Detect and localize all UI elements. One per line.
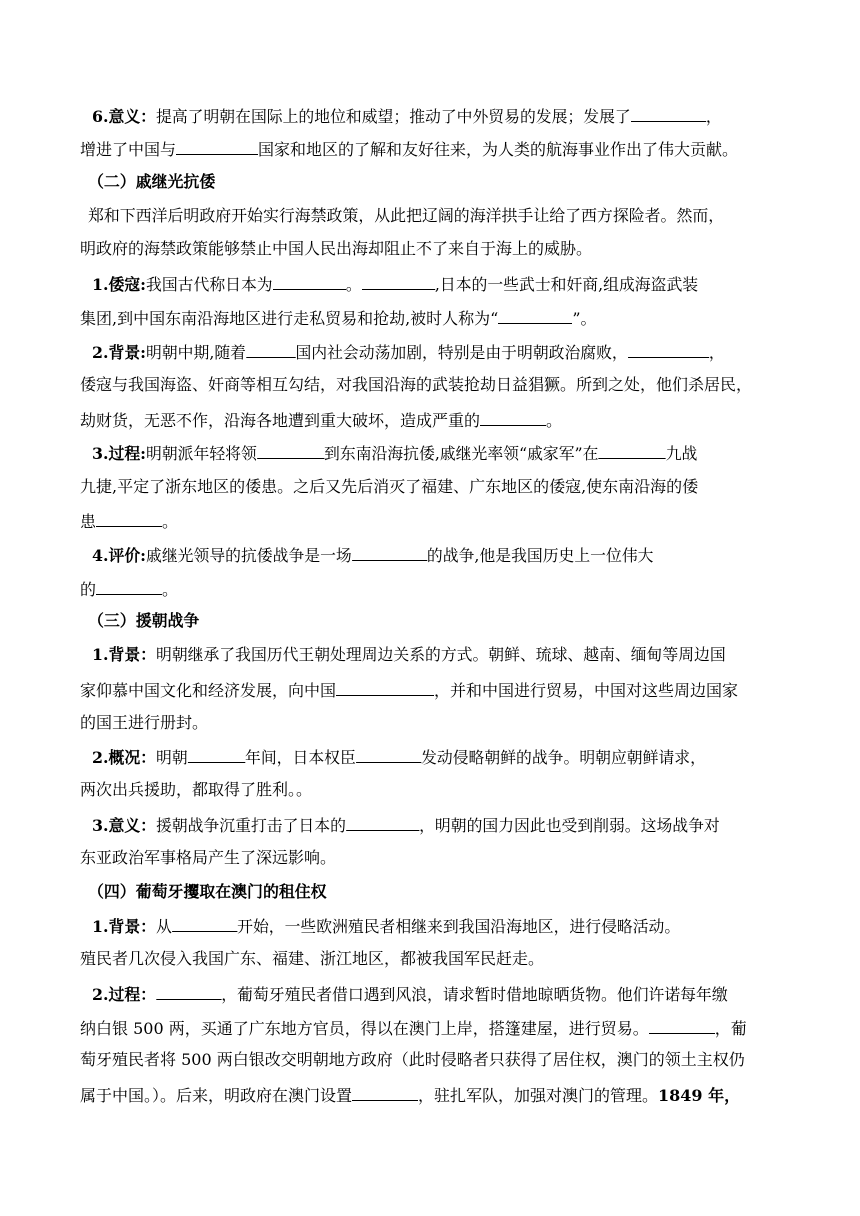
paragraph-line: 两次出兵援助，都取得了胜利。。 <box>80 780 313 799</box>
text-run: ， <box>708 343 725 362</box>
fill-blank[interactable] <box>257 441 324 459</box>
fill-blank[interactable] <box>628 340 709 358</box>
text-run: ，并和中国进行贸易，中国对这些周边国家 <box>434 681 739 700</box>
text-run: 明朝 <box>156 748 188 767</box>
paragraph-line <box>92 104 784 128</box>
fill-blank[interactable] <box>96 509 162 527</box>
fill-blank[interactable] <box>362 272 435 290</box>
fill-blank[interactable] <box>480 408 546 426</box>
text-run: 患 <box>80 512 97 531</box>
text-run: 明朝派年轻将领 <box>146 444 257 463</box>
paragraph-line <box>80 1016 780 1040</box>
text-run: 。 <box>162 580 179 599</box>
paragraph-line: 九捷,平定了浙东地区的倭患。之后又先后消灭了福建、广东地区的倭寇,使东南沿海的倭 <box>80 477 699 496</box>
fill-blank[interactable] <box>346 813 419 831</box>
paragraph-line: 明政府的海禁政策能够禁止中国人民出海却阻止不了来自于海上的威胁。 <box>80 239 593 258</box>
paragraph-line: 郑和下西洋后明政府开始实行海禁政策，从此把辽阔的海洋拱手让给了西方探险者。然而， <box>88 206 725 225</box>
text-run: ，葡萄牙殖民者借口遇到风浪，请求暂时借地晾晒货物。他们许诺每年缴 <box>221 985 728 1004</box>
text-run: 国内社会动荡加剧，特别是由于明朝政治腐败， <box>295 343 628 362</box>
paragraph-line <box>80 678 780 702</box>
text-run: 到东南沿海抗倭,戚继光率领“戚家军”在 <box>324 444 599 463</box>
text-run: 属于中国。）。后来，明政府在澳门设置 <box>80 1086 353 1105</box>
text-run: 明朝中期,随着 <box>146 343 247 362</box>
paragraph-line: 萄牙殖民者将 500 两白银改交明朝地方政府（此时侵略者只获得了居住权，澳门的领土主权仍 <box>80 1050 745 1069</box>
fill-blank[interactable] <box>598 441 665 459</box>
text-run: ， <box>705 107 722 126</box>
item-heading: 3.过程: <box>92 444 147 463</box>
paragraph-line <box>92 813 784 837</box>
text-run: 发动侵略朝鲜的战争。明朝应朝鲜请求， <box>421 748 706 767</box>
paragraph-line <box>92 745 784 769</box>
fill-blank[interactable] <box>336 678 434 696</box>
paragraph-line <box>92 340 784 364</box>
text-run: 家仰慕中国文化和经济发展，向中国 <box>80 681 337 700</box>
paragraph-line: 殖民者几次侵入我国广东、福建、浙江地区，都被我国军民赶走。 <box>80 949 545 968</box>
text-run: 援朝战争沉重打击了日本的 <box>156 816 346 835</box>
text-run: 的 <box>80 580 97 599</box>
fill-blank[interactable] <box>498 306 572 324</box>
fill-blank[interactable] <box>172 914 237 932</box>
item-heading: 1.背景： <box>92 917 157 936</box>
text-run: ，葡 <box>714 1019 747 1038</box>
paragraph-line <box>92 982 784 1006</box>
fill-blank[interactable] <box>631 104 706 122</box>
paragraph-line <box>80 1083 780 1107</box>
text-run: 的战争,他是我国历史上一位伟大 <box>426 546 654 565</box>
paragraph-line <box>92 441 784 465</box>
paragraph-line <box>80 577 780 601</box>
paragraph-line <box>80 509 780 533</box>
section-heading: （四）葡萄牙攫取在澳门的租住权 <box>88 882 327 901</box>
text-run: 明朝继承了我国历代王朝处理周边关系的方式。朝鲜、琉球、越南、缅甸等周边国 <box>156 645 726 664</box>
text-run: ”。 <box>572 309 597 328</box>
paragraph-line <box>80 306 780 330</box>
paragraph-line <box>92 914 784 938</box>
paragraph-line: 倭寇与我国海盗、奸商等相互勾结，对我国沿海的武装抢劫日益猖獗。所到之处，他们杀居民， <box>80 375 753 394</box>
item-heading: 2.过程： <box>92 985 157 1004</box>
fill-blank[interactable] <box>96 577 162 595</box>
text-run: 劫财货，无恶不作，沿海各地遭到重大破坏，造成严重的 <box>80 411 481 430</box>
text-run: 。 <box>345 275 362 294</box>
text-run: 年间，日本权臣 <box>245 748 356 767</box>
fill-blank[interactable] <box>188 745 245 763</box>
fill-blank[interactable] <box>649 1016 715 1034</box>
text-run-bold: 1849 年， <box>658 1086 741 1105</box>
paragraph-line <box>80 408 780 432</box>
fill-blank[interactable] <box>352 1083 418 1101</box>
fill-blank[interactable] <box>356 745 421 763</box>
paragraph-line <box>80 137 780 161</box>
text-run: 国家和地区的了解和友好往来，为人类的航海事业作出了伟大贡献。 <box>258 140 739 159</box>
text-run: ,日本的一些武士和奸商,组成海盗武装 <box>434 275 699 294</box>
text-run: 开始，一些欧洲殖民者相继来到我国沿海地区，进行侵略活动。 <box>237 917 681 936</box>
text-run: 九战 <box>665 444 698 463</box>
text-run: 。 <box>546 411 563 430</box>
fill-blank[interactable] <box>176 137 258 155</box>
fill-blank[interactable] <box>246 340 295 358</box>
fill-blank[interactable] <box>273 272 346 290</box>
text-run: 增进了中国与 <box>80 140 177 159</box>
item-heading: 3.意义： <box>92 816 157 835</box>
item-heading: 1.背景： <box>92 645 157 664</box>
item-heading: 4.评价: <box>92 546 147 565</box>
text-run: 戚继光领导的抗倭战争是一场 <box>146 546 352 565</box>
paragraph-line: 东亚政治军事格局产生了深远影响。 <box>80 848 337 867</box>
paragraph-line <box>92 543 784 567</box>
text-run: 纳白银 500 两，买通了广东地方官员，得以在澳门上岸，搭篷建屋，进行贸易。 <box>80 1019 649 1038</box>
section-heading: （二）戚继光抗倭 <box>88 172 216 191</box>
text-run: 。 <box>162 512 179 531</box>
text-run: ，明朝的国力因此也受到削弱。这场战争对 <box>419 816 720 835</box>
text-run: 从 <box>156 917 172 936</box>
text-run: 集团,到中国东南沿海地区进行走私贸易和抢劫,被时人称为“ <box>80 309 499 328</box>
section-heading: （三）援朝战争 <box>88 611 200 630</box>
text-run: ，驻扎军队，加强对澳门的管理。 <box>418 1086 659 1105</box>
item-heading: 2.概况： <box>92 748 157 767</box>
text-run: 我国古代称日本为 <box>146 275 273 294</box>
fill-blank[interactable] <box>156 982 221 1000</box>
paragraph-line <box>92 644 784 666</box>
fill-blank[interactable] <box>352 543 427 561</box>
paragraph-line <box>92 272 784 296</box>
item-heading: 2.背景: <box>92 343 147 362</box>
item-heading: 6.意义： <box>92 107 157 126</box>
paragraph-line: 的国王进行册封。 <box>80 713 209 732</box>
item-heading: 1.倭寇: <box>92 275 147 294</box>
text-run: 提高了明朝在国际上的地位和威望；推动了中外贸易的发展；发展了 <box>156 107 631 126</box>
